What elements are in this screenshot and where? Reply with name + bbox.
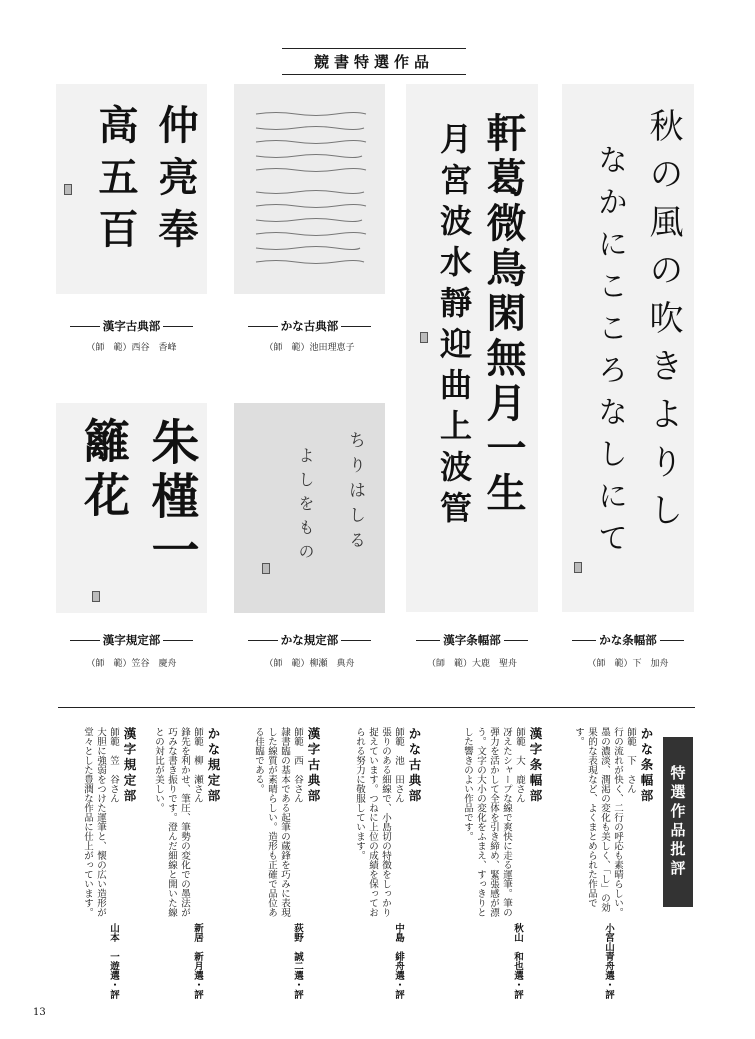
brush-text: 軒葛微鳥閑無月一生 (480, 112, 527, 517)
critique-title: 漢字条幅部 (528, 727, 543, 805)
brush-text: 月宮波水靜迎曲上波管 (435, 122, 473, 532)
critique-reviewer: 中島 緋舟選・評 (393, 923, 404, 999)
critique-reviewer: 秋山 和也選・評 (512, 923, 523, 999)
artwork-kanji-classic (56, 84, 207, 294)
artist-kanji-regular: （師 範）笠谷 慶舟 (86, 659, 177, 669)
critique-body: 師範 池 田さん 張りのある細線で、小島切の特徴をしっかり捉えています。つねに上位の成績を保っておられる努力に敬服しています。 (354, 727, 404, 917)
brush-text: なかにこころなしにて (592, 144, 627, 564)
critique-body: 師範 大 鹿さん 冴えたシャープな線で爽快に走る運筆。筆の弾力を活かして全体を引き締め、緊張感が漂う。文字の大小の変化をふまえ、すっきりとした響きのよい作品です。 (462, 727, 525, 917)
page-header (282, 48, 466, 75)
critique-column (432, 727, 544, 1007)
critique-title: 漢字規定部 (122, 727, 137, 805)
brush-text: ちりはしる (345, 431, 365, 556)
brush-text: 秋の風の吹きよりし (643, 108, 683, 540)
artist-kanji-scroll: （師 範）大鹿 聖舟 (426, 659, 517, 669)
seal-stamp (64, 184, 72, 195)
critique-reviewer: 小宮山青舟選・評 (603, 923, 614, 999)
artwork-kana-classic (234, 84, 385, 294)
critique-body: 師範 柳 瀬さん 鋒先を利かせ、筆圧、筆勢の変化での墨法が巧みな書き振りです。澄んだ細線と開いた線との対比が美しい。 (153, 727, 203, 917)
seal-stamp (574, 562, 582, 573)
caption-kanji-scroll: 漢字条幅部 (404, 632, 540, 648)
brush-text: 朱槿一 (143, 417, 199, 579)
seal-stamp (420, 332, 428, 343)
artist-kana-regular: （師 範）柳瀬 典舟 (264, 659, 355, 669)
critique-column (555, 727, 655, 1007)
critique-column (230, 727, 322, 1007)
critique-column (333, 727, 423, 1007)
critique-reviewer: 山本 一遊選・評 (108, 923, 119, 999)
critique-reviewer: 荻野 誠二選・評 (292, 923, 303, 999)
critique-body: 師範 笠 谷さん 大胆に強弱をつけた運筆と、懐の広い造形が堂々とした豊潤な作品に仕上がっています。 (82, 727, 119, 917)
artwork-kanji-scroll (406, 84, 538, 612)
artwork-kanji-regular (56, 403, 207, 613)
section-divider (58, 707, 695, 708)
critique-title: かな規定部 (206, 727, 221, 805)
kana-manuscript-lines (234, 84, 385, 294)
critique-banner: 特選作品批評 (663, 737, 693, 907)
critique-body: 師範 下 さん 行の流れが快く、二行の呼応も素晴らしい。墨の濃淡、潤渇の変化も美しく、「し」の効果的な表現など、よくまとめられた作品です。 (573, 727, 636, 917)
critique-title: かな条幅部 (639, 727, 654, 805)
critique-column (146, 727, 222, 1007)
brush-text: よしをもの (296, 447, 315, 567)
seal-stamp (262, 563, 270, 574)
page-header-title: 競書特選作品 (313, 53, 434, 71)
artist-kana-classic: （師 範）池田理恵子 (264, 343, 355, 353)
critique-title: かな古典部 (407, 727, 422, 805)
caption-kana-regular: かな規定部 (234, 632, 385, 648)
seal-stamp (92, 591, 100, 602)
brush-text: 籬花 (77, 417, 131, 525)
artwork-kana-scroll (562, 84, 694, 612)
critique-column (56, 727, 138, 1007)
critique-reviewer: 新居 新月選・評 (192, 923, 203, 999)
artwork-kana-regular (234, 403, 385, 613)
caption-kana-classic: かな古典部 (234, 318, 385, 334)
brush-text: 高五百 (92, 104, 139, 260)
page-number: 13 (33, 1007, 46, 1018)
caption-kanji-regular: 漢字規定部 (56, 632, 207, 648)
caption-kana-scroll: かな条幅部 (560, 632, 696, 648)
caption-kanji-classic: 漢字古典部 (56, 318, 207, 334)
critique-title: 漢字古典部 (306, 727, 321, 805)
artist-kanji-classic: （師 範）西谷 香峰 (86, 343, 177, 353)
artist-kana-scroll: （師 範）下 加舟 (587, 659, 669, 669)
brush-text: 仲亮奉 (152, 104, 199, 260)
critique-body: 師範 西 谷さん 隷書臨の基本である起筆の蔵鋒を巧みに表現した線質が素晴らしい。造形も正確で品位ある佳臨である。 (253, 727, 303, 917)
